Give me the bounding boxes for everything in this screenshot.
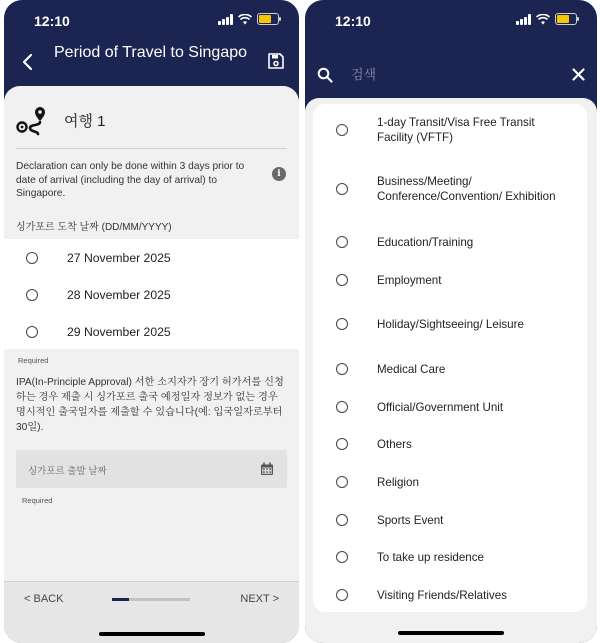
ipa-notice: IPA(In-Principle Approval) 서한 소지자가 장기 허가서를 신청하는 경우 제출 시 싱가포르 출국 예정일자 정보가 없는 경우 명시적인 출국일자를 제출할 수 있습니다(예: 입국일자로부터 30일). xyxy=(16,377,284,433)
radio-button[interactable] xyxy=(336,514,348,526)
radio-button[interactable] xyxy=(336,476,348,488)
battery-icon xyxy=(257,13,279,25)
battery-icon xyxy=(555,13,577,25)
purpose-option[interactable] xyxy=(313,575,587,615)
next-button[interactable]: NEXT > xyxy=(240,593,279,605)
arrival-date-options xyxy=(4,239,299,349)
progress-fill xyxy=(112,598,129,601)
radio-button[interactable] xyxy=(26,252,38,264)
trip-name: 여행 1 xyxy=(64,113,106,130)
app-header xyxy=(4,40,299,85)
info-icon[interactable]: i xyxy=(272,167,286,181)
purpose-option-label: Official/Government Unit xyxy=(377,400,504,414)
back-button[interactable]: < BACK xyxy=(24,593,64,605)
form-content xyxy=(4,86,299,643)
radio-button[interactable] xyxy=(336,318,348,330)
right-screen xyxy=(305,0,597,643)
wifi-icon xyxy=(536,14,550,25)
arrival-notice: Declaration can only be done within 3 days prior to date of arrival (including the day of arrival) to Singapore. xyxy=(16,161,245,199)
search-bar xyxy=(305,40,597,90)
radio-button[interactable] xyxy=(336,236,348,248)
wizard-footer xyxy=(4,581,299,643)
purpose-option-label: Others xyxy=(377,437,412,451)
save-icon[interactable] xyxy=(267,52,285,70)
purpose-option[interactable] xyxy=(313,500,587,540)
radio-button[interactable] xyxy=(336,589,348,601)
required-hint: Required xyxy=(22,496,53,505)
radio-button[interactable] xyxy=(336,183,348,195)
radio-button[interactable] xyxy=(336,551,348,563)
purpose-option[interactable] xyxy=(313,387,587,427)
radio-button[interactable] xyxy=(336,124,348,136)
purpose-option-label: Religion xyxy=(377,475,419,489)
purpose-sheet xyxy=(305,98,597,643)
purpose-option-label: Business/Meeting/ Conference/Convention/ Exhibition xyxy=(377,175,556,203)
status-bar xyxy=(4,0,299,40)
purpose-option-label: Education/Training xyxy=(377,235,474,249)
signal-icon xyxy=(516,14,531,25)
purpose-option-label: Sports Event xyxy=(377,513,444,527)
purpose-option[interactable] xyxy=(313,349,587,389)
date-option[interactable] xyxy=(4,313,299,350)
purpose-option-label: Medical Care xyxy=(377,362,446,376)
radio-button[interactable] xyxy=(336,401,348,413)
date-option-label: 28 November 2025 xyxy=(67,287,171,302)
arrival-date-label: 싱가포르 도착 날짜 (DD/MM/YYYY) xyxy=(16,222,172,233)
purpose-option[interactable] xyxy=(313,462,587,502)
purpose-option[interactable] xyxy=(313,169,587,209)
purpose-option[interactable] xyxy=(313,537,587,577)
step-progress-bar xyxy=(112,598,190,601)
purpose-option-label: To take up residence xyxy=(377,550,484,564)
wifi-icon xyxy=(238,14,252,25)
radio-button[interactable] xyxy=(336,274,348,286)
purpose-option[interactable] xyxy=(313,222,587,262)
purpose-option-label: Visiting Friends/Relatives xyxy=(377,588,507,602)
departure-date-field[interactable] xyxy=(16,450,287,488)
status-icons xyxy=(218,13,279,25)
radio-button[interactable] xyxy=(336,363,348,375)
home-indicator[interactable] xyxy=(398,631,504,635)
home-indicator[interactable] xyxy=(99,632,205,636)
status-time: 12:10 xyxy=(335,13,371,29)
left-screen xyxy=(4,0,299,643)
purpose-option-label: Holiday/Sightseeing/ Leisure xyxy=(377,317,524,331)
radio-button[interactable] xyxy=(26,289,38,301)
close-icon[interactable] xyxy=(572,68,585,81)
signal-icon xyxy=(218,14,233,25)
status-icons xyxy=(516,13,577,25)
departure-date-placeholder: 싱가포르 출발 날짜 xyxy=(28,466,107,477)
search-icon[interactable] xyxy=(317,67,333,83)
purpose-option[interactable] xyxy=(313,304,587,344)
status-time: 12:10 xyxy=(34,13,70,29)
purpose-list xyxy=(313,104,587,612)
date-option-label: 27 November 2025 xyxy=(67,250,171,265)
purpose-option[interactable] xyxy=(313,424,587,464)
radio-button[interactable] xyxy=(26,326,38,338)
required-hint: Required xyxy=(18,356,49,365)
search-input[interactable] xyxy=(351,62,531,86)
page-title: Period of Travel to Singapo xyxy=(54,44,248,61)
date-option[interactable] xyxy=(4,239,299,276)
status-bar xyxy=(305,0,597,40)
date-option-label: 29 November 2025 xyxy=(67,324,171,339)
route-pin-icon xyxy=(16,104,50,138)
purpose-option-label: 1-day Transit/Visa Free Transit Facility (VFTF) xyxy=(377,116,535,144)
purpose-option[interactable] xyxy=(313,260,587,300)
radio-button[interactable] xyxy=(336,438,348,450)
purpose-option-label: Employment xyxy=(377,273,442,287)
calendar-icon[interactable] xyxy=(260,462,274,476)
trip-header xyxy=(16,102,287,149)
date-option[interactable] xyxy=(4,276,299,313)
back-arrow-icon[interactable] xyxy=(18,48,38,76)
purpose-option[interactable] xyxy=(313,110,587,150)
